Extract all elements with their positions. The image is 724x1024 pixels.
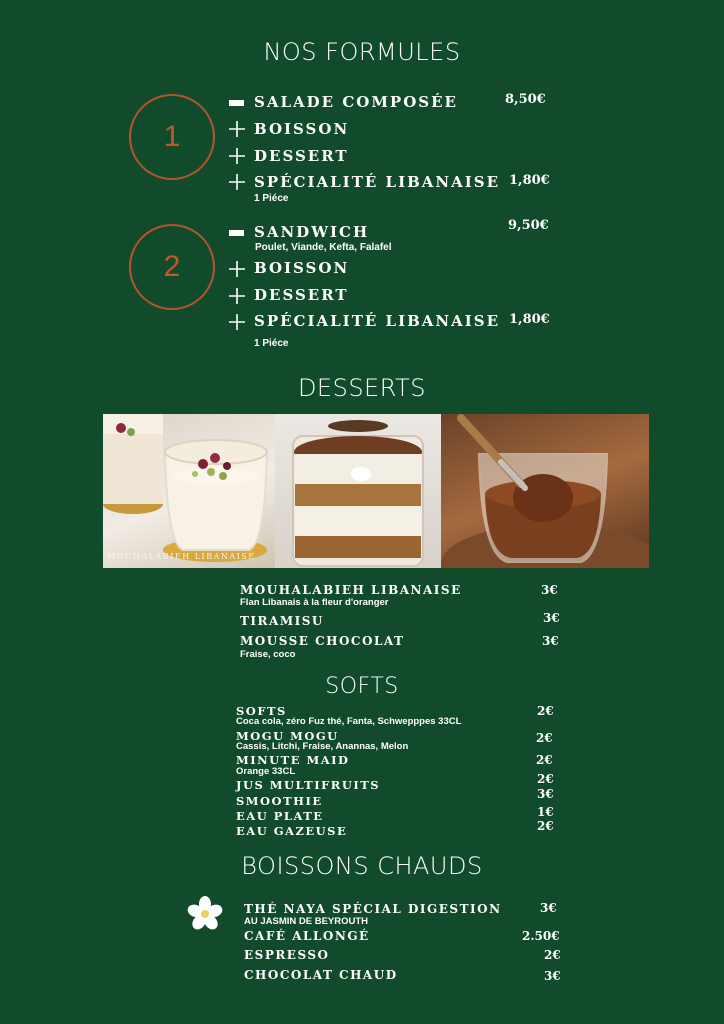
soft-1-note: Coca cola, zéro Fuz thé, Fanta, Schwepppes 33CL bbox=[236, 716, 462, 727]
formula-2-item-2: BOISSON bbox=[254, 259, 350, 277]
minus-icon bbox=[229, 230, 244, 236]
soft-4-label: JUS MULTIFRUITS bbox=[236, 778, 381, 792]
dessert-3-note: Fraise, coco bbox=[240, 649, 296, 660]
minus-icon bbox=[229, 100, 244, 106]
soft-2-label: MOGU MOGU bbox=[236, 729, 339, 743]
soft-6-price: 1€ bbox=[537, 805, 554, 819]
chaud-4-label: CHOCOLAT CHAUD bbox=[244, 968, 398, 982]
soft-7-price: 2€ bbox=[537, 819, 554, 833]
chaud-1-label: THÉ NAYA SPÉCIAL DIGESTION bbox=[244, 902, 502, 916]
soft-3-price: 2€ bbox=[536, 753, 553, 767]
formula-2-price: 9,50€ bbox=[508, 218, 549, 233]
chaud-2-label: CAFÉ ALLONGÉ bbox=[244, 929, 370, 943]
mouhalabieh-photo bbox=[103, 414, 275, 568]
formula-1-price: 8,50€ bbox=[505, 92, 546, 107]
formula-1-number: 1 bbox=[163, 120, 181, 153]
soft-4-price: 2€ bbox=[537, 772, 554, 786]
soft-5-price: 3€ bbox=[537, 787, 554, 801]
formula-1-item-4: SPÉCIALITÉ LIBANAISE bbox=[254, 173, 501, 191]
formula-2-number: 2 bbox=[163, 250, 181, 283]
chaud-3-price: 2€ bbox=[544, 948, 561, 962]
formula-1-specialite-price: 1,80€ bbox=[509, 173, 550, 188]
plus-icon bbox=[228, 260, 246, 278]
plus-icon bbox=[228, 147, 246, 165]
plus-icon bbox=[228, 173, 246, 191]
chaud-3-label: ESPRESSO bbox=[244, 948, 330, 962]
soft-1-label: SOFTS bbox=[236, 704, 287, 718]
tiramisu-photo bbox=[275, 414, 441, 568]
chaud-2-price: 2.50€ bbox=[522, 929, 560, 943]
jasmine-flower-icon bbox=[186, 895, 224, 933]
dessert-1-price: 3€ bbox=[541, 583, 558, 597]
chaud-1-price: 3€ bbox=[540, 901, 557, 915]
dessert-2-price: 3€ bbox=[543, 611, 560, 625]
desserts-title: DESSERTS bbox=[297, 374, 427, 402]
formula-1-item-2: BOISSON bbox=[254, 120, 350, 138]
soft-5-label: SMOOTHIE bbox=[236, 794, 323, 808]
soft-3-note: Orange 33CL bbox=[236, 766, 296, 777]
soft-7-label: EAU GAZEUSE bbox=[236, 824, 348, 838]
formula-2-circle bbox=[129, 224, 215, 310]
chaud-4-price: 3€ bbox=[544, 969, 561, 983]
soft-2-price: 2€ bbox=[536, 731, 553, 745]
plus-icon bbox=[228, 313, 246, 331]
dessert-2-label: TIRAMISU bbox=[240, 614, 324, 628]
formula-2-specialite-note: 1 Piéce bbox=[254, 338, 289, 349]
dessert-3-label: MOUSSE CHOCOLAT bbox=[240, 634, 405, 648]
soft-1-price: 2€ bbox=[537, 704, 554, 718]
chauds-title: BOISSONS CHAUDS bbox=[241, 852, 483, 880]
photo-caption: MOUHALABIEH LIBANAISE bbox=[107, 552, 256, 561]
soft-2-note: Cassis, Litchi, Fraise, Anannas, Melon bbox=[236, 741, 409, 752]
formules-title: NOS FORMULES bbox=[263, 38, 461, 66]
desserts-photo-strip bbox=[103, 414, 649, 568]
dessert-1-note: Flan Libanais à la fleur d'oranger bbox=[240, 597, 389, 608]
formula-2-specialite-price: 1,80€ bbox=[509, 312, 550, 327]
dessert-3-price: 3€ bbox=[542, 634, 559, 648]
formula-2-item-3: DESSERT bbox=[254, 286, 349, 304]
formula-2-item-1: SANDWICH bbox=[254, 223, 370, 241]
formula-2-sandwich-note: Poulet, Viande, Kefta, Falafel bbox=[255, 242, 392, 253]
soft-6-label: EAU PLATE bbox=[236, 809, 324, 823]
formula-2-item-4: SPÉCIALITÉ LIBANAISE bbox=[254, 312, 501, 330]
mousse-photo bbox=[441, 414, 649, 568]
formula-1-item-3: DESSERT bbox=[254, 147, 349, 165]
plus-icon bbox=[228, 120, 246, 138]
soft-3-label: MINUTE MAID bbox=[236, 753, 350, 767]
dessert-1-label: MOUHALABIEH LIBANAISE bbox=[240, 583, 462, 597]
formula-1-circle bbox=[129, 94, 215, 180]
plus-icon bbox=[228, 287, 246, 305]
chaud-1-note: AU JASMIN DE BEYROUTH bbox=[244, 916, 369, 927]
formula-1-specialite-note: 1 Piéce bbox=[254, 193, 289, 204]
formula-1-item-1: SALADE COMPOSÉE bbox=[254, 93, 458, 111]
softs-title: SOFTS bbox=[325, 674, 399, 699]
